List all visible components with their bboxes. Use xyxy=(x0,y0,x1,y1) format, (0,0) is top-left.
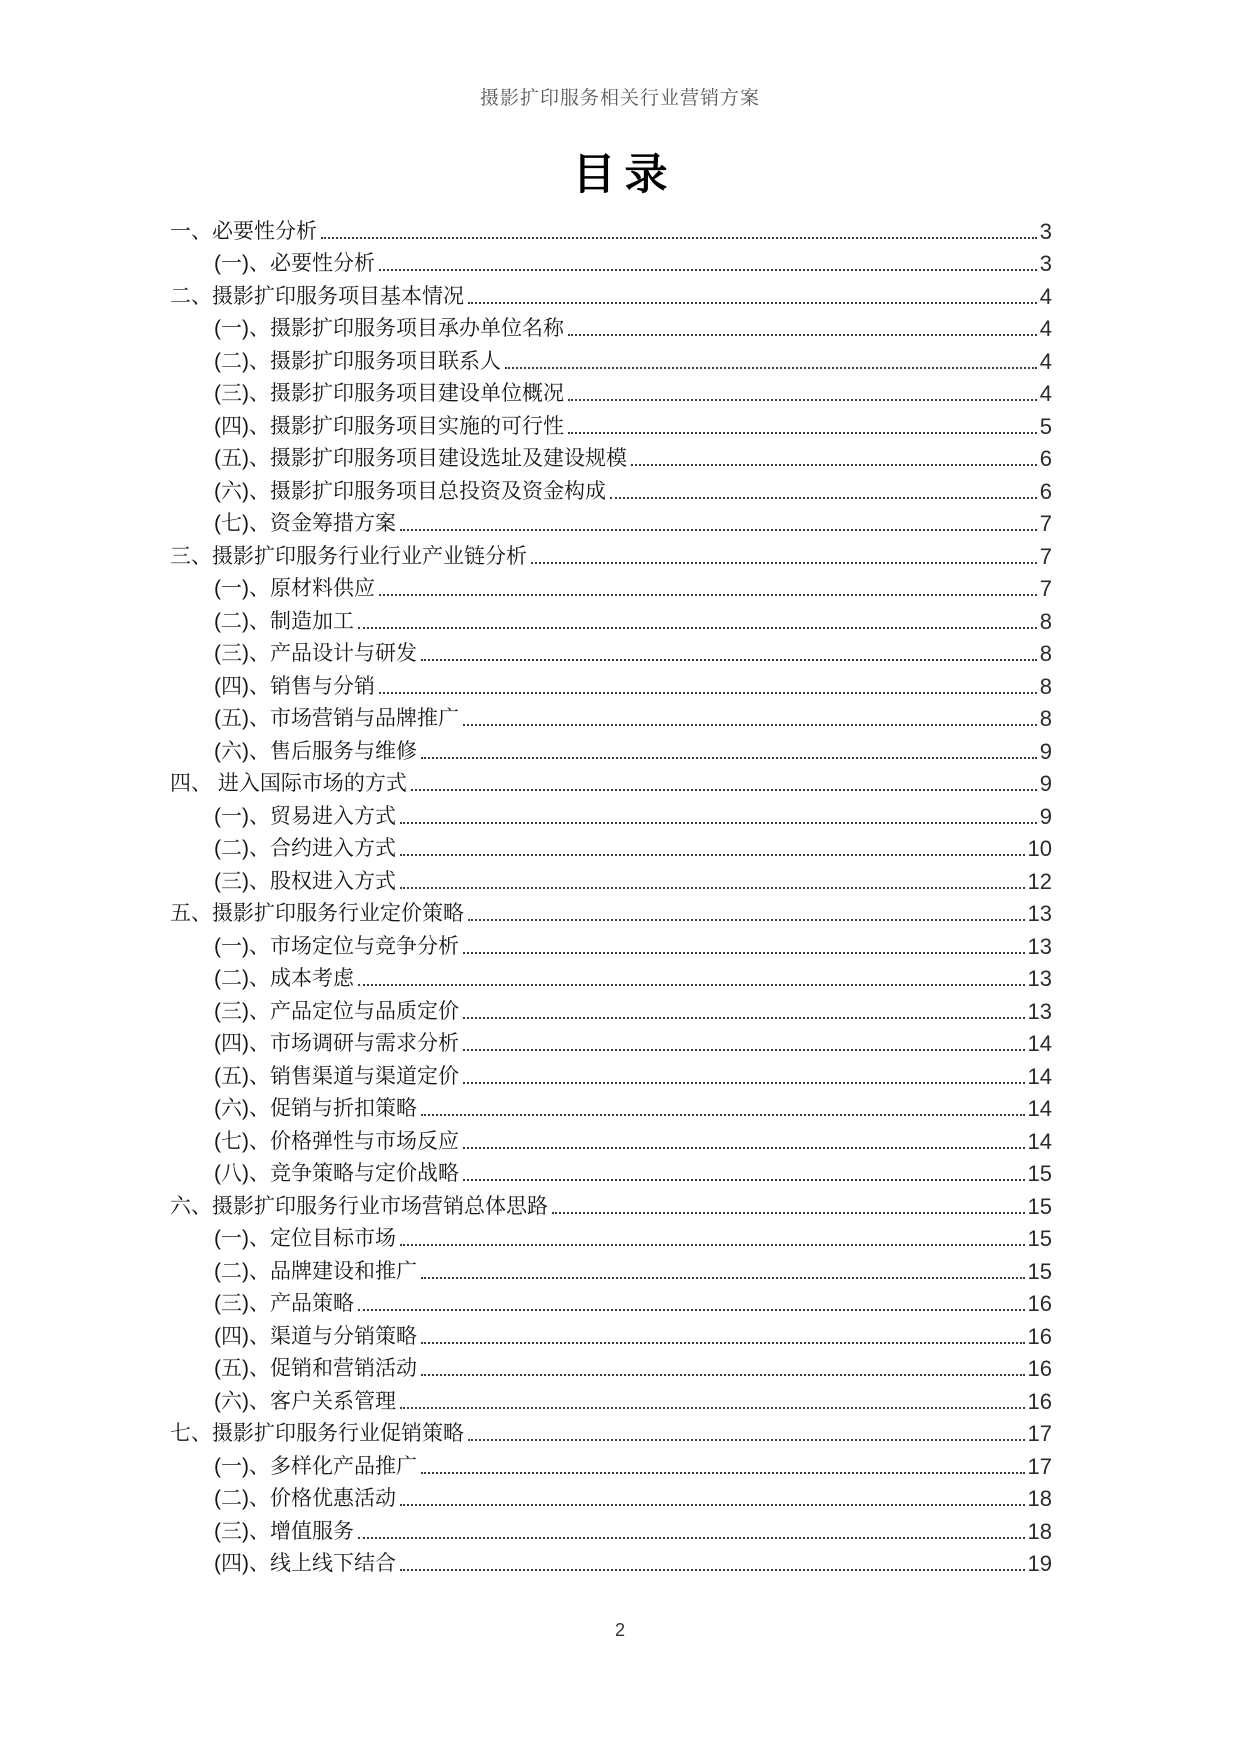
toc-entry[interactable] xyxy=(170,1090,1052,1123)
toc-entry[interactable] xyxy=(170,602,1052,635)
toc-entry[interactable] xyxy=(170,375,1052,408)
toc-entry[interactable] xyxy=(170,732,1052,765)
toc-entry[interactable] xyxy=(170,1155,1052,1188)
toc-entry-label: (五)、市场营销与品牌推广 xyxy=(214,707,459,730)
toc-dot-leader xyxy=(400,529,1037,531)
toc-entry-page-number: 3 xyxy=(1039,218,1052,244)
toc-entry-label: (五)、销售渠道与渠道定价 xyxy=(214,1064,459,1088)
toc-entry-page-number: 8 xyxy=(1039,641,1052,666)
toc-entry[interactable] xyxy=(170,635,1052,668)
toc-entry-page-number: 9 xyxy=(1039,738,1052,764)
toc-entry[interactable] xyxy=(170,765,1052,798)
toc-entry-page-number: 13 xyxy=(1027,966,1052,991)
toc-entry-label: (六)、客户关系管理 xyxy=(214,1389,396,1413)
toc-dot-leader xyxy=(421,1114,1025,1116)
toc-entry-page-number: 18 xyxy=(1027,1486,1052,1511)
toc-entry-label: (三)、产品设计与研发 xyxy=(214,642,417,665)
toc-entry[interactable] xyxy=(170,505,1052,538)
toc-entry-label: (五)、促销和营销活动 xyxy=(214,1357,417,1380)
toc-entry-page-number: 14 xyxy=(1027,1096,1052,1121)
toc-entry-page-number: 15 xyxy=(1027,1226,1052,1251)
toc-entry-page-number: 7 xyxy=(1039,511,1052,536)
toc-entry[interactable] xyxy=(170,1382,1052,1415)
toc-dot-leader xyxy=(400,1569,1025,1571)
toc-entry[interactable] xyxy=(170,1350,1052,1383)
toc-entry-label: (二)、成本考虑 xyxy=(214,967,354,990)
toc-entry-label: (四)、渠道与分销策略 xyxy=(214,1324,417,1348)
toc-entry-page-number: 10 xyxy=(1027,836,1052,861)
toc-dot-leader xyxy=(421,1472,1025,1474)
toc-entry[interactable] xyxy=(170,277,1052,310)
toc-entry[interactable] xyxy=(170,310,1052,343)
toc-entry-label: (一)、原材料供应 xyxy=(214,577,375,600)
toc-dot-leader xyxy=(463,1179,1025,1181)
toc-entry[interactable] xyxy=(170,1512,1052,1545)
toc-entry-page-number: 7 xyxy=(1039,543,1052,569)
toc-dot-leader xyxy=(421,1374,1025,1376)
toc-dot-leader xyxy=(400,854,1025,856)
toc-entry-label: (四)、市场调研与需求分析 xyxy=(214,1032,459,1055)
toc-entry[interactable] xyxy=(170,960,1052,993)
toc-entry-page-number: 15 xyxy=(1027,1193,1052,1219)
toc-entry-page-number: 16 xyxy=(1027,1291,1052,1316)
toc-entry-label: (一)、贸易进入方式 xyxy=(214,804,396,828)
toc-entry-page-number: 4 xyxy=(1039,316,1052,341)
toc-entry-label: (四)、销售与分销 xyxy=(214,674,375,698)
toc-entry-label: (三)、股权进入方式 xyxy=(214,869,396,893)
toc-dot-leader xyxy=(468,1439,1025,1441)
toc-entry-label: (二)、摄影扩印服务项目联系人 xyxy=(214,349,501,373)
toc-entry[interactable] xyxy=(170,1447,1052,1480)
toc-dot-leader xyxy=(568,334,1037,336)
toc-entry-label: 七、摄影扩印服务行业促销策略 xyxy=(170,1422,464,1445)
page-number: 2 xyxy=(614,1620,625,1640)
toc-entry-label: (一)、摄影扩印服务项目承办单位名称 xyxy=(214,317,564,340)
toc-entry-label: (六)、摄影扩印服务项目总投资及资金构成 xyxy=(214,479,606,503)
toc-entry-label: 六、摄影扩印服务行业市场营销总体思路 xyxy=(170,1194,548,1218)
toc-entry[interactable] xyxy=(170,1285,1052,1318)
toc-dot-leader xyxy=(568,399,1037,401)
toc-entry-page-number: 12 xyxy=(1027,868,1052,894)
toc-dot-leader xyxy=(358,627,1037,629)
toc-entry[interactable] xyxy=(170,862,1052,895)
toc-entry[interactable] xyxy=(170,700,1052,733)
toc-dot-leader xyxy=(463,1049,1025,1051)
toc-entry-page-number: 16 xyxy=(1027,1356,1052,1381)
toc-entry[interactable] xyxy=(170,440,1052,473)
toc-entry-page-number: 9 xyxy=(1039,803,1052,829)
toc-entry-page-number: 4 xyxy=(1039,381,1052,406)
toc-dot-leader xyxy=(552,1212,1025,1214)
toc-dot-leader xyxy=(463,952,1025,954)
toc-entry-page-number: 18 xyxy=(1027,1518,1052,1544)
toc-entry-label: (八)、竞争策略与定价战略 xyxy=(214,1162,459,1185)
toc-entry-page-number: 8 xyxy=(1039,673,1052,699)
toc-entry-label: (一)、必要性分析 xyxy=(214,252,375,275)
toc-dot-leader xyxy=(463,1017,1025,1019)
toc-dot-leader xyxy=(379,692,1037,694)
toc-entry[interactable] xyxy=(170,1187,1052,1220)
toc-entry[interactable] xyxy=(170,1317,1052,1350)
toc-entry[interactable] xyxy=(170,667,1052,700)
toc-entry-label: (一)、多样化产品推广 xyxy=(214,1454,417,1478)
toc-dot-leader xyxy=(468,302,1037,304)
toc-entry-label: (六)、售后服务与维修 xyxy=(214,739,417,763)
toc-entry[interactable] xyxy=(170,1480,1052,1513)
toc-entry-page-number: 14 xyxy=(1027,1128,1052,1154)
toc-entry-label: (二)、制造加工 xyxy=(214,609,354,633)
toc-entry[interactable] xyxy=(170,895,1052,928)
toc-entry-page-number: 16 xyxy=(1027,1388,1052,1414)
toc-entry-label: (五)、摄影扩印服务项目建设选址及建设规模 xyxy=(214,447,627,470)
toc-entry-label: (四)、摄影扩印服务项目实施的可行性 xyxy=(214,414,564,438)
toc-dot-leader xyxy=(411,789,1037,791)
toc-entry-page-number: 14 xyxy=(1027,1031,1052,1056)
toc-entry[interactable] xyxy=(170,245,1052,278)
toc-dot-leader xyxy=(421,659,1037,661)
toc-dot-leader xyxy=(400,1407,1025,1409)
toc-dot-leader xyxy=(568,432,1037,434)
toc-entry-label: (七)、资金筹措方案 xyxy=(214,512,396,535)
toc-entry-page-number: 4 xyxy=(1039,283,1052,309)
toc-dot-leader xyxy=(379,594,1037,596)
toc-entry-label: (七)、价格弹性与市场反应 xyxy=(214,1129,459,1153)
toc-entry-label: (六)、促销与折扣策略 xyxy=(214,1097,417,1120)
toc-entry[interactable] xyxy=(170,992,1052,1025)
toc-dot-leader xyxy=(400,822,1037,824)
toc-entry[interactable] xyxy=(170,342,1052,375)
toc-entry-label: (三)、摄影扩印服务项目建设单位概况 xyxy=(214,382,564,405)
toc-dot-leader xyxy=(531,562,1037,564)
toc-entry[interactable] xyxy=(170,472,1052,505)
toc-dot-leader xyxy=(421,1342,1025,1344)
toc-dot-leader xyxy=(421,1277,1025,1279)
toc-dot-leader xyxy=(358,1309,1025,1311)
toc-entry-page-number: 7 xyxy=(1039,576,1052,601)
toc-entry-page-number: 14 xyxy=(1027,1063,1052,1089)
toc-dot-leader xyxy=(358,984,1025,986)
toc-dot-leader xyxy=(463,1082,1025,1084)
toc-dot-leader xyxy=(400,887,1025,889)
toc-entry[interactable] xyxy=(170,212,1052,245)
toc-entry-page-number: 15 xyxy=(1027,1258,1052,1284)
toc-entry-page-number: 3 xyxy=(1039,251,1052,276)
toc-dot-leader xyxy=(468,919,1025,921)
toc-entry-page-number: 9 xyxy=(1039,771,1052,796)
toc-entry-page-number: 15 xyxy=(1027,1161,1052,1186)
toc-dot-leader xyxy=(379,269,1037,271)
toc-entry-page-number: 6 xyxy=(1039,446,1052,471)
toc-entry[interactable] xyxy=(170,830,1052,863)
toc-entry-label: (四)、线上线下结合 xyxy=(214,1552,396,1575)
toc-entry-label: (二)、合约进入方式 xyxy=(214,837,396,860)
toc-entry[interactable] xyxy=(170,1122,1052,1155)
toc-entry[interactable] xyxy=(170,407,1052,440)
toc-entry-page-number: 19 xyxy=(1027,1551,1052,1576)
toc-entry-page-number: 8 xyxy=(1039,706,1052,731)
toc-entry[interactable] xyxy=(170,1252,1052,1285)
toc-entry-page-number: 13 xyxy=(1027,933,1052,959)
toc-entry[interactable] xyxy=(170,1545,1052,1578)
toc-dot-leader xyxy=(631,464,1037,466)
toc-dot-leader xyxy=(463,1147,1025,1149)
toc-dot-leader xyxy=(610,497,1037,499)
toc-dot-leader xyxy=(400,1244,1025,1246)
toc-dot-leader xyxy=(358,1537,1025,1539)
toc-dot-leader xyxy=(400,1504,1025,1506)
toc-entry-label: (二)、品牌建设和推广 xyxy=(214,1259,417,1283)
toc-entry[interactable] xyxy=(170,1415,1052,1448)
toc-entry[interactable] xyxy=(170,797,1052,830)
toc-entry-label: 五、摄影扩印服务行业定价策略 xyxy=(170,902,464,925)
toc-entry-label: 四、 进入国际市场的方式 xyxy=(170,772,407,795)
toc-title: 目录 xyxy=(572,152,677,199)
toc-dot-leader xyxy=(505,367,1037,369)
toc-entry-label: (二)、价格优惠活动 xyxy=(214,1487,396,1510)
toc-entry-page-number: 17 xyxy=(1027,1453,1052,1479)
toc-entry[interactable] xyxy=(170,570,1052,603)
toc-entry-page-number: 8 xyxy=(1039,608,1052,634)
toc-entry-page-number: 16 xyxy=(1027,1323,1052,1349)
toc-dot-leader xyxy=(421,757,1037,759)
toc-entry-page-number: 17 xyxy=(1027,1421,1052,1446)
toc-entry-page-number: 6 xyxy=(1039,478,1052,504)
toc-entry-page-number: 13 xyxy=(1027,998,1052,1024)
toc-list xyxy=(170,212,1052,1577)
toc-entry-label: 一、必要性分析 xyxy=(170,219,317,243)
toc-dot-leader xyxy=(463,724,1037,726)
toc-entry-page-number: 13 xyxy=(1027,901,1052,926)
toc-dot-leader xyxy=(321,237,1037,239)
toc-entry-label: 三、摄影扩印服务行业行业产业链分析 xyxy=(170,544,527,568)
toc-entry[interactable] xyxy=(170,1025,1052,1058)
toc-entry-label: (三)、增值服务 xyxy=(214,1519,354,1543)
document-header-title: 摄影扩印服务相关行业营销方案 xyxy=(479,88,760,109)
toc-entry[interactable] xyxy=(170,927,1052,960)
toc-entry-label: 二、摄影扩印服务项目基本情况 xyxy=(170,284,464,308)
toc-entry-page-number: 5 xyxy=(1039,413,1052,439)
toc-entry-label: (三)、产品定位与品质定价 xyxy=(214,999,459,1023)
toc-entry[interactable] xyxy=(170,537,1052,570)
toc-entry[interactable] xyxy=(170,1220,1052,1253)
toc-entry-label: (一)、定位目标市场 xyxy=(214,1227,396,1250)
toc-entry[interactable] xyxy=(170,1057,1052,1090)
toc-entry-label: (三)、产品策略 xyxy=(214,1292,354,1315)
toc-entry-page-number: 4 xyxy=(1039,348,1052,374)
toc-entry-label: (一)、市场定位与竞争分析 xyxy=(214,934,459,958)
